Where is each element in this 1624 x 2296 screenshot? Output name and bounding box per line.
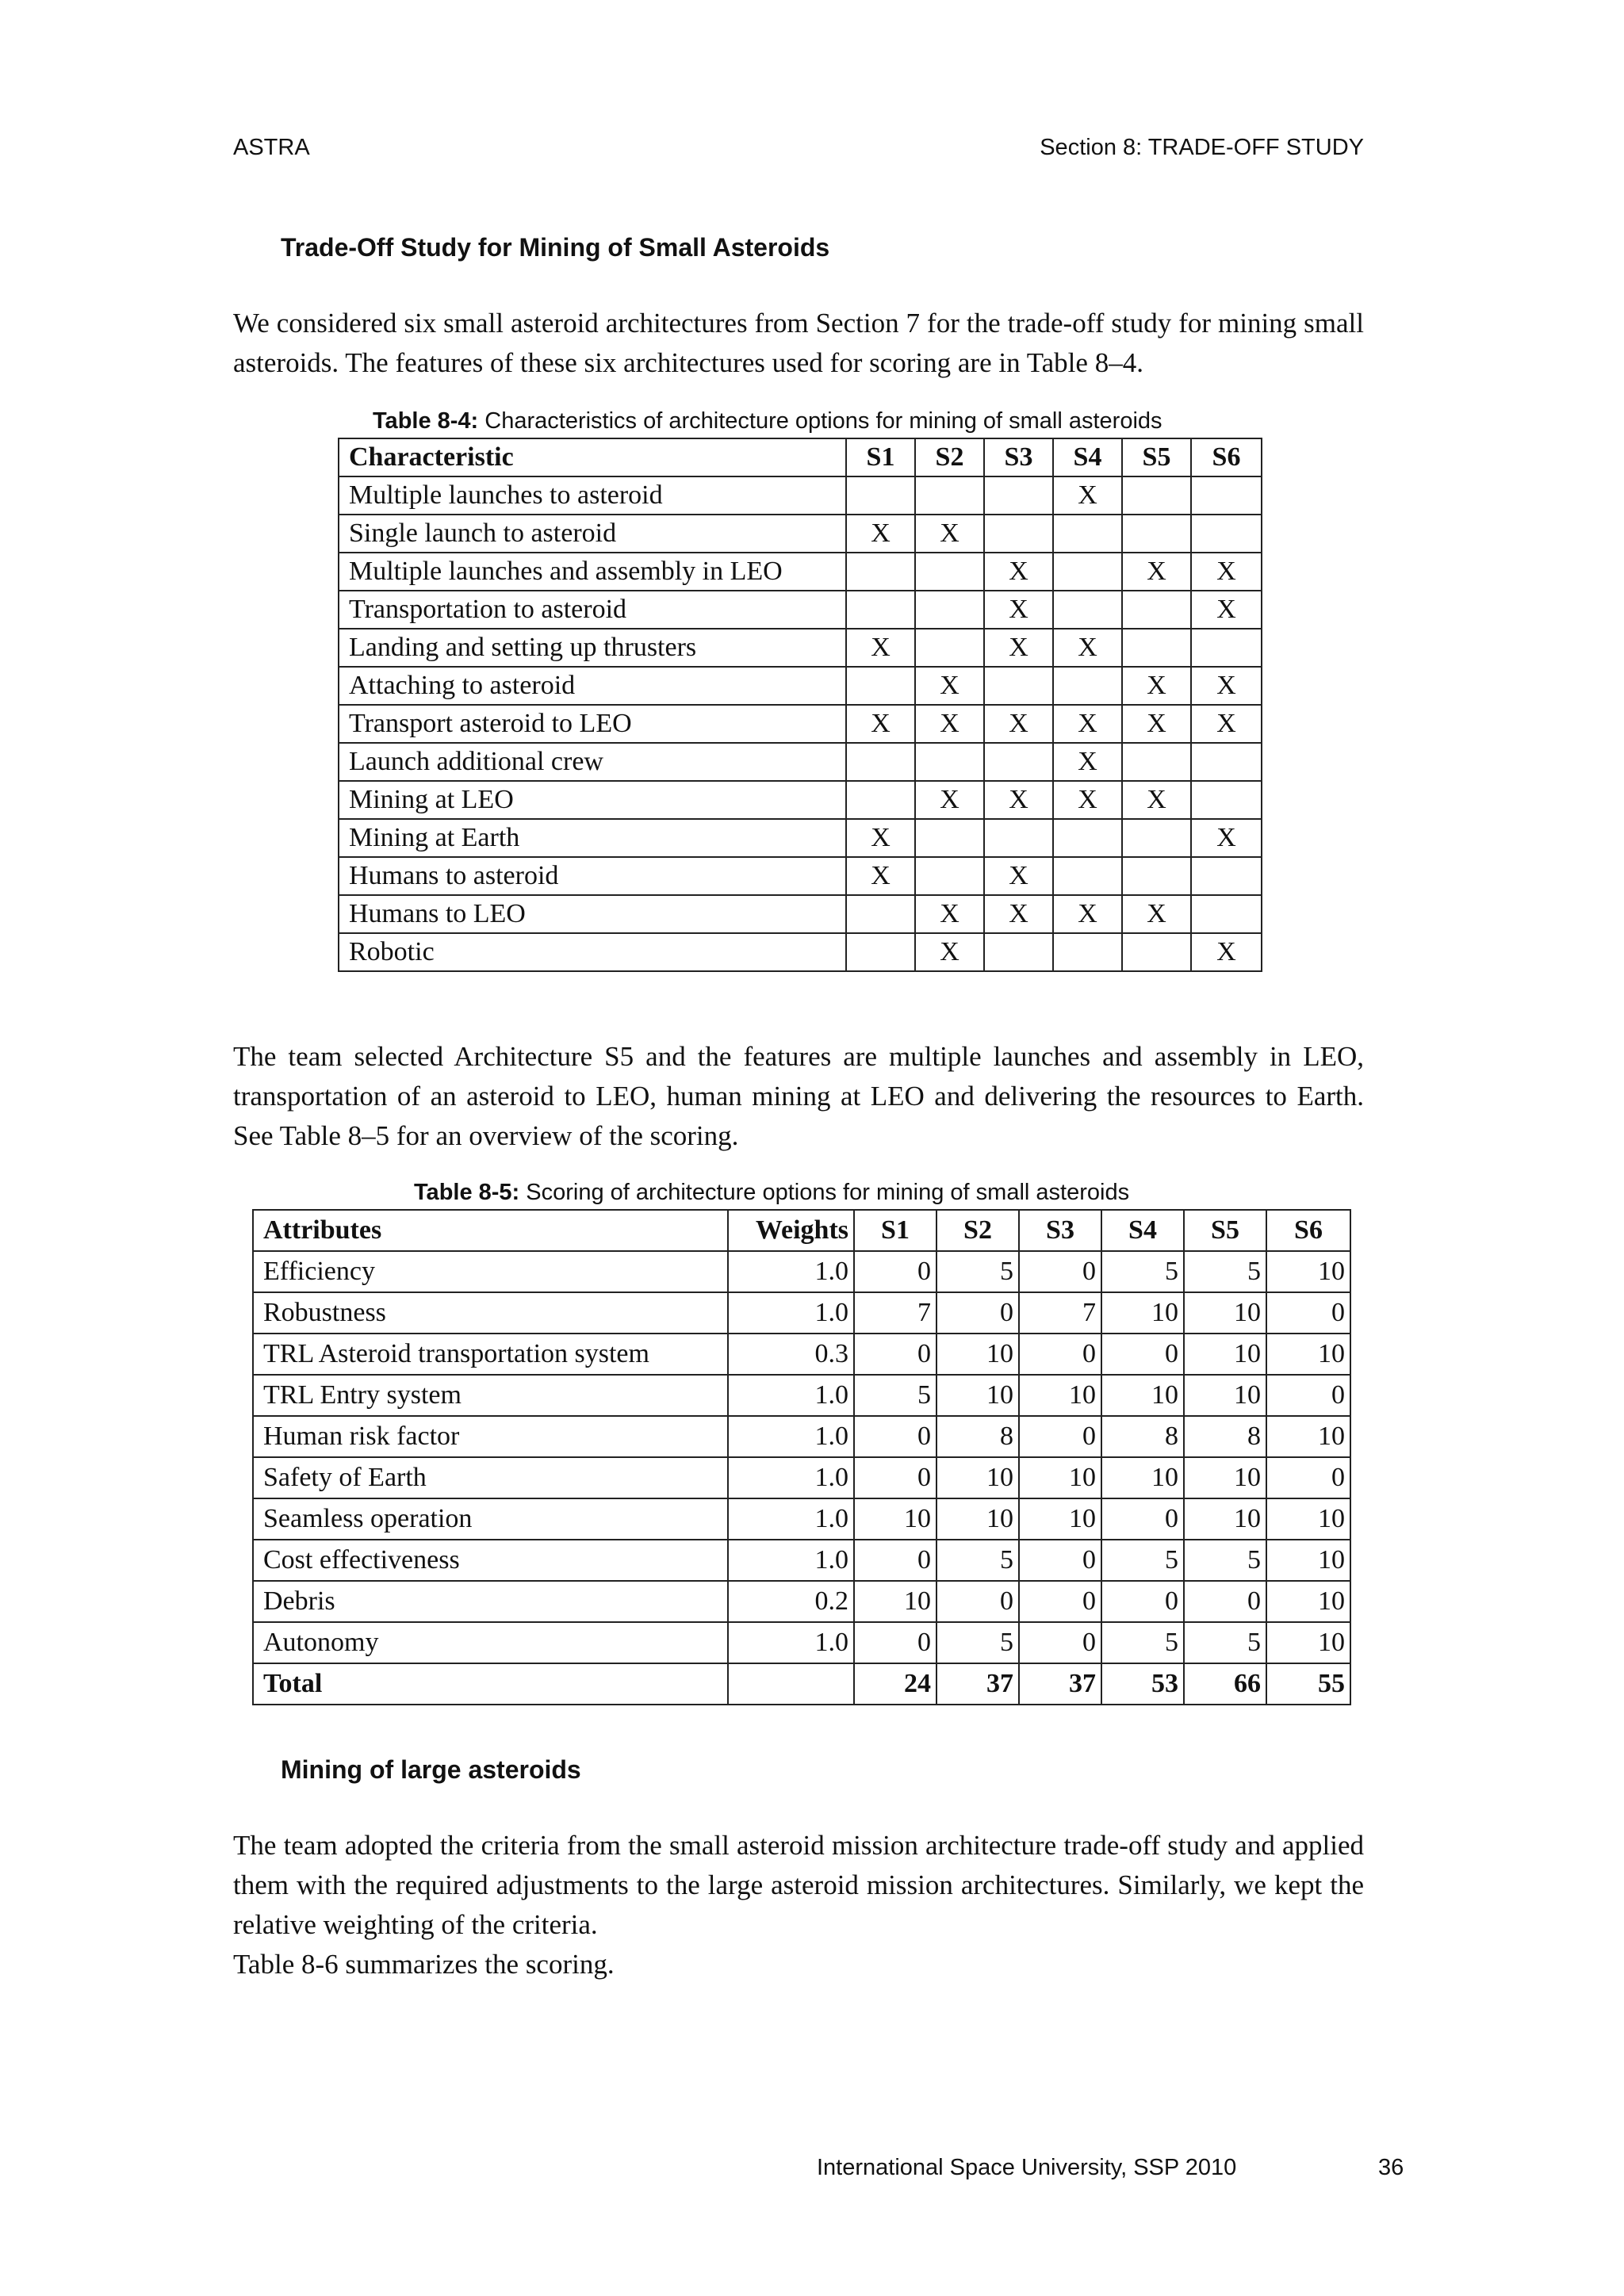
row-label-cell: Total (253, 1663, 728, 1705)
large-asteroids-paragraph-text: The team adopted the criteria from the small asteroid mission architecture trade-off study and applied them with the required adjustments to the large asteroid mission architectures. Similarly, we kept the relative weighting of the criteria. (233, 1830, 1364, 1940)
value-cell (915, 743, 984, 781)
value-cell: 0 (1266, 1457, 1350, 1498)
value-cell: 53 (1101, 1663, 1184, 1705)
value-cell: X (984, 629, 1053, 667)
intro-paragraph-text: We considered six small asteroid architectures from Section 7 for the trade-off study for mining small asteroids. The features of these six architectures used for scoring are in Table 8–4. (233, 308, 1364, 378)
value-cell (915, 629, 984, 667)
value-cell: X (1053, 705, 1122, 743)
value-cell: 0 (936, 1292, 1019, 1334)
table-8-4-row (339, 667, 1262, 705)
value-cell: X (1122, 667, 1191, 705)
value-cell: 0 (854, 1457, 936, 1498)
table-8-5-col-header: S2 (936, 1210, 1019, 1251)
table-8-4-header-row (339, 438, 1262, 476)
value-cell: X (1122, 705, 1191, 743)
value-cell: 5 (854, 1375, 936, 1416)
row-label-cell: Multiple launches and assembly in LEO (339, 553, 846, 591)
value-cell: X (1191, 819, 1262, 857)
value-cell: X (984, 591, 1053, 629)
value-cell (846, 933, 915, 971)
table-8-5-row (253, 1375, 1350, 1416)
value-cell: X (846, 819, 915, 857)
value-cell: X (1122, 895, 1191, 933)
large-asteroids-paragraph (233, 1826, 1364, 1984)
value-cell: 5 (1101, 1622, 1184, 1663)
table-8-5-col-header: Attributes (253, 1210, 728, 1251)
value-cell: 0 (1101, 1581, 1184, 1622)
table-8-5-row (253, 1292, 1350, 1334)
value-cell (915, 591, 984, 629)
value-cell: 0 (1019, 1334, 1101, 1375)
value-cell: X (984, 553, 1053, 591)
row-label-cell: Humans to LEO (339, 895, 846, 933)
value-cell: 0 (1019, 1581, 1101, 1622)
value-cell: X (915, 895, 984, 933)
value-cell (1191, 743, 1262, 781)
value-cell (1122, 857, 1191, 895)
row-label-cell: Seamless operation (253, 1498, 728, 1540)
value-cell: 1.0 (728, 1622, 854, 1663)
value-cell: 0.3 (728, 1334, 854, 1375)
value-cell (846, 553, 915, 591)
value-cell: X (915, 515, 984, 553)
value-cell: 10 (1184, 1498, 1266, 1540)
table-8-4-row (339, 515, 1262, 553)
value-cell: 0 (1101, 1334, 1184, 1375)
table-8-5-col-header: S5 (1184, 1210, 1266, 1251)
value-cell: X (1122, 781, 1191, 819)
value-cell (846, 476, 915, 515)
table-8-5-col-header: S4 (1101, 1210, 1184, 1251)
value-cell: 1.0 (728, 1375, 854, 1416)
row-label-cell: Cost effectiveness (253, 1540, 728, 1581)
value-cell (846, 667, 915, 705)
value-cell: 0 (1184, 1581, 1266, 1622)
value-cell: 10 (1266, 1622, 1350, 1663)
value-cell: 5 (1184, 1540, 1266, 1581)
value-cell: 10 (1266, 1540, 1350, 1581)
selection-paragraph (233, 1037, 1364, 1156)
table-8-4-caption-label: Table 8-4: (373, 408, 479, 434)
value-cell (846, 591, 915, 629)
value-cell: 5 (1101, 1540, 1184, 1581)
value-cell (1122, 476, 1191, 515)
row-label-cell: Debris (253, 1581, 728, 1622)
row-label-cell: Attaching to asteroid (339, 667, 846, 705)
value-cell: X (1191, 933, 1262, 971)
value-cell: 10 (936, 1375, 1019, 1416)
value-cell: 0 (854, 1540, 936, 1581)
table-8-5-row (253, 1622, 1350, 1663)
value-cell: 7 (1019, 1292, 1101, 1334)
row-label-cell: Single launch to asteroid (339, 515, 846, 553)
table-8-4-col-header: S4 (1053, 438, 1122, 476)
table-8-5 (252, 1209, 1351, 1705)
value-cell: X (846, 629, 915, 667)
value-cell: X (1191, 591, 1262, 629)
value-cell (915, 476, 984, 515)
value-cell: 0 (1019, 1416, 1101, 1457)
value-cell: 10 (1266, 1498, 1350, 1540)
table-8-4-row (339, 591, 1262, 629)
value-cell: 8 (1184, 1416, 1266, 1457)
value-cell: X (984, 895, 1053, 933)
value-cell: 0 (854, 1251, 936, 1292)
table-8-4-row (339, 629, 1262, 667)
value-cell (1191, 781, 1262, 819)
value-cell: 10 (1184, 1334, 1266, 1375)
row-label-cell: Transport asteroid to LEO (339, 705, 846, 743)
table-8-4-row (339, 553, 1262, 591)
table-8-5-col-header: S6 (1266, 1210, 1350, 1251)
table-8-4-col-header: Characteristic (339, 438, 846, 476)
value-cell: 10 (1266, 1334, 1350, 1375)
value-cell: X (1191, 667, 1262, 705)
table-8-5-row (253, 1251, 1350, 1292)
table-8-4-row (339, 781, 1262, 819)
value-cell: 5 (1101, 1251, 1184, 1292)
table-8-5-caption-label: Table 8-5: (414, 1180, 520, 1205)
row-label-cell: Autonomy (253, 1622, 728, 1663)
row-label-cell: Transportation to asteroid (339, 591, 846, 629)
value-cell: 0 (1266, 1375, 1350, 1416)
value-cell: X (915, 667, 984, 705)
value-cell: 1.0 (728, 1540, 854, 1581)
value-cell: 0 (854, 1622, 936, 1663)
table-8-4-caption (373, 408, 1162, 434)
row-label-cell: Safety of Earth (253, 1457, 728, 1498)
value-cell: 7 (854, 1292, 936, 1334)
value-cell (1122, 591, 1191, 629)
value-cell: X (915, 781, 984, 819)
table-8-5-row (253, 1416, 1350, 1457)
value-cell (1122, 743, 1191, 781)
table-8-5-header-row (253, 1210, 1350, 1251)
row-label-cell: Mining at LEO (339, 781, 846, 819)
value-cell: 5 (1184, 1622, 1266, 1663)
table-8-4-col-header: S6 (1191, 438, 1262, 476)
value-cell (1191, 515, 1262, 553)
table-8-5-row (253, 1581, 1350, 1622)
table-8-5-row (253, 1540, 1350, 1581)
value-cell (1053, 819, 1122, 857)
table-8-4-col-header: S2 (915, 438, 984, 476)
value-cell: X (1053, 476, 1122, 515)
large-asteroids-paragraph-note: Table 8-6 summarizes the scoring. (233, 1949, 615, 1980)
value-cell: 10 (1266, 1251, 1350, 1292)
value-cell (984, 515, 1053, 553)
value-cell: X (915, 705, 984, 743)
table-8-5-row (253, 1498, 1350, 1540)
table-8-4-row (339, 705, 1262, 743)
value-cell: X (915, 933, 984, 971)
value-cell: 1.0 (728, 1498, 854, 1540)
value-cell: X (1191, 553, 1262, 591)
value-cell: 66 (1184, 1663, 1266, 1705)
value-cell (846, 743, 915, 781)
value-cell: 10 (1184, 1292, 1266, 1334)
value-cell: 5 (1184, 1251, 1266, 1292)
value-cell (1053, 857, 1122, 895)
value-cell (984, 933, 1053, 971)
footer-publisher: International Space University, SSP 2010 (817, 2155, 1237, 2180)
value-cell: 10 (1019, 1375, 1101, 1416)
selection-paragraph-text: The team selected Architecture S5 and the features are multiple launches and assembly in LEO, transportation of an asteroid to LEO, human mining at LEO and delivering the resources to Earth. See Table 8–5 for an overview of the scoring. (233, 1041, 1364, 1151)
table-8-4-row (339, 895, 1262, 933)
value-cell (915, 857, 984, 895)
value-cell: 8 (1101, 1416, 1184, 1457)
table-8-5-caption (414, 1180, 1129, 1206)
table-8-5-row (253, 1663, 1350, 1705)
value-cell (728, 1663, 854, 1705)
value-cell (1053, 667, 1122, 705)
value-cell: X (984, 705, 1053, 743)
value-cell: 37 (936, 1663, 1019, 1705)
table-8-5-row (253, 1334, 1350, 1375)
row-label-cell: Mining at Earth (339, 819, 846, 857)
row-label-cell: Launch additional crew (339, 743, 846, 781)
value-cell: 55 (1266, 1663, 1350, 1705)
value-cell: 0 (1019, 1251, 1101, 1292)
value-cell: 10 (854, 1581, 936, 1622)
value-cell: 5 (936, 1251, 1019, 1292)
value-cell (1053, 553, 1122, 591)
value-cell: X (984, 857, 1053, 895)
table-8-5-col-header: S3 (1019, 1210, 1101, 1251)
value-cell: 0 (1101, 1498, 1184, 1540)
table-8-4 (338, 438, 1262, 972)
value-cell: X (1053, 629, 1122, 667)
value-cell (846, 895, 915, 933)
value-cell (1053, 515, 1122, 553)
value-cell: X (846, 857, 915, 895)
value-cell: 5 (936, 1540, 1019, 1581)
value-cell: 0 (1019, 1622, 1101, 1663)
value-cell: 0 (1019, 1540, 1101, 1581)
table-8-4-row (339, 857, 1262, 895)
value-cell: X (846, 705, 915, 743)
value-cell (1122, 933, 1191, 971)
value-cell: 5 (936, 1622, 1019, 1663)
row-label-cell: Efficiency (253, 1251, 728, 1292)
table-8-4-col-header: S3 (984, 438, 1053, 476)
table-8-4-row (339, 819, 1262, 857)
value-cell: 10 (1101, 1292, 1184, 1334)
value-cell: 0 (936, 1581, 1019, 1622)
value-cell: 1.0 (728, 1416, 854, 1457)
value-cell: 10 (936, 1334, 1019, 1375)
value-cell: 10 (1019, 1457, 1101, 1498)
value-cell (1122, 629, 1191, 667)
value-cell: 37 (1019, 1663, 1101, 1705)
row-label-cell: Landing and setting up thrusters (339, 629, 846, 667)
value-cell: 1.0 (728, 1251, 854, 1292)
value-cell (984, 476, 1053, 515)
value-cell (1191, 857, 1262, 895)
row-label-cell: Humans to asteroid (339, 857, 846, 895)
table-8-5-caption-text: Scoring of architecture options for mining of small asteroids (519, 1180, 1130, 1205)
table-8-5-col-header: S1 (854, 1210, 936, 1251)
intro-paragraph (233, 304, 1364, 383)
page-number: 36 (1378, 2155, 1404, 2180)
table-8-4-row (339, 476, 1262, 515)
value-cell (1122, 819, 1191, 857)
value-cell (1122, 515, 1191, 553)
row-label-cell: Multiple launches to asteroid (339, 476, 846, 515)
table-8-4-col-header: S5 (1122, 438, 1191, 476)
value-cell (1191, 476, 1262, 515)
table-8-5-col-header: Weights (728, 1210, 854, 1251)
value-cell: 10 (1101, 1375, 1184, 1416)
value-cell (1191, 629, 1262, 667)
value-cell: X (846, 515, 915, 553)
value-cell: 10 (1019, 1498, 1101, 1540)
value-cell: 1.0 (728, 1457, 854, 1498)
value-cell (846, 781, 915, 819)
value-cell: 0 (854, 1334, 936, 1375)
value-cell: 0.2 (728, 1581, 854, 1622)
section-heading-large-asteroids: Mining of large asteroids (281, 1755, 581, 1784)
value-cell: X (1122, 553, 1191, 591)
value-cell: 10 (936, 1457, 1019, 1498)
header-right: Section 8: TRADE-OFF STUDY (1040, 135, 1364, 160)
value-cell: 10 (1101, 1457, 1184, 1498)
section-heading-small-asteroids: Trade-Off Study for Mining of Small Asteroids (281, 233, 830, 262)
value-cell: X (1191, 705, 1262, 743)
row-label-cell: Robotic (339, 933, 846, 971)
value-cell (1191, 895, 1262, 933)
row-label-cell: Robustness (253, 1292, 728, 1334)
value-cell: 8 (936, 1416, 1019, 1457)
value-cell (1053, 591, 1122, 629)
value-cell: 0 (1266, 1292, 1350, 1334)
row-label-cell: TRL Entry system (253, 1375, 728, 1416)
value-cell: 1.0 (728, 1292, 854, 1334)
table-8-5-row (253, 1457, 1350, 1498)
value-cell: 10 (1266, 1581, 1350, 1622)
value-cell: X (1053, 895, 1122, 933)
value-cell (984, 819, 1053, 857)
value-cell: X (1053, 743, 1122, 781)
row-label-cell: TRL Asteroid transportation system (253, 1334, 728, 1375)
value-cell (915, 553, 984, 591)
value-cell: X (1053, 781, 1122, 819)
value-cell (915, 819, 984, 857)
header-left: ASTRA (233, 135, 310, 160)
value-cell: 10 (936, 1498, 1019, 1540)
value-cell (984, 667, 1053, 705)
row-label-cell: Human risk factor (253, 1416, 728, 1457)
table-8-4-row (339, 933, 1262, 971)
value-cell: 10 (854, 1498, 936, 1540)
table-8-4-caption-text: Characteristics of architecture options for mining of small asteroids (478, 408, 1162, 434)
value-cell (1053, 933, 1122, 971)
value-cell: 0 (854, 1416, 936, 1457)
value-cell: 10 (1184, 1375, 1266, 1416)
value-cell: 24 (854, 1663, 936, 1705)
table-8-4-row (339, 743, 1262, 781)
value-cell: 10 (1184, 1457, 1266, 1498)
value-cell: 10 (1266, 1416, 1350, 1457)
value-cell: X (984, 781, 1053, 819)
value-cell (984, 743, 1053, 781)
table-8-4-col-header: S1 (846, 438, 915, 476)
